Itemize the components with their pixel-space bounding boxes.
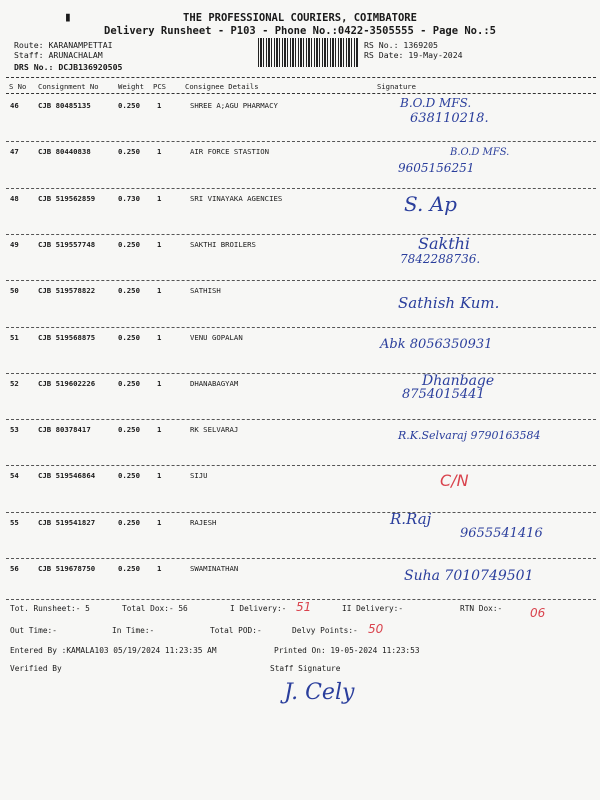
row-sno: 53 [10,425,19,435]
row-consignment-no: CJB 80440838 [38,147,91,157]
row-divider [6,465,596,466]
row-weight: 0.730 [118,193,140,203]
rs-date: RS Date: 19-May-2024 [364,50,463,60]
row-signature: B.O.D MFS. [400,96,472,110]
row-consignee: SAKTHI BROILERS [190,239,256,249]
row-consignment-no: CJB 519678750 [38,564,96,573]
row-weight: 0.250 [118,471,140,481]
row-weight: 0.250 [118,425,140,435]
row-signature: B.O.D MFS. [450,147,510,159]
row-pcs: 1 [157,471,162,481]
row-weight: 0.250 [118,564,140,573]
printed-on: Printed On: 19-05-2024 11:23:53 [274,646,420,655]
row-divider [6,373,596,374]
row-consignee: RAJESH [190,517,217,527]
row-signature: Sakthi [418,233,471,253]
row-consignee: DHANABAGYAM [190,378,239,388]
row-consignment-no: CJB 519541827 [38,517,96,527]
column-rule [6,93,596,94]
row-consignment-no: CJB 519546864 [38,471,96,481]
barcode [258,38,358,67]
staff-signature-handwritten: J. Cely [284,680,355,705]
row-consignee: AIR FORCE STASTION [190,147,270,157]
row-sno: 47 [10,147,19,157]
row-signature-phone: 8754015441 [402,386,485,402]
row-signature-phone: 7842288736. [400,251,481,266]
row-consignee: SATHISH [190,286,221,296]
row-pcs: 1 [157,147,162,157]
out-time: Out Time:- [10,626,57,635]
row-pcs: 1 [157,239,162,249]
row-divider [6,558,596,559]
row-consignment-no: CJB 519562859 [38,193,96,203]
row-pcs: 1 [157,378,162,388]
row-pcs: 1 [157,101,162,110]
row-signature: Abk 8056350931 [380,336,493,352]
company-title: THE PROFESSIONAL COURIERS, COIMBATORE [183,12,417,24]
row-sno: 49 [10,239,19,249]
row-weight: 0.250 [118,101,140,110]
delvy-points: Delvy Points:- [292,626,358,635]
row-consignee: SRI VINAYAKA AGENCIES [190,193,283,203]
row-sno: 52 [10,378,19,388]
row-signature: Suha 7010749501 [404,568,534,584]
row-pcs: 1 [157,332,162,342]
col-pcs: PCS [153,82,166,91]
row-signature: R.K.Selvaraj 9790163584 [398,429,541,443]
route-label: Route: KARANAMPETTAI [14,40,113,50]
row-divider [6,280,596,281]
rtn-dox-handwritten: 06 [530,606,546,620]
row-weight: 0.250 [118,286,140,296]
row-weight: 0.250 [118,332,140,342]
col-weight: Weight [118,82,144,91]
verified-by: Verified By [10,664,62,673]
row-divider [6,188,596,189]
row-pcs: 1 [157,425,162,435]
row-sno: 55 [10,517,19,527]
entered-by: Entered By :KAMALA103 05/19/2024 11:23:35 AM [10,646,217,655]
row-consignee: SHREE A;AGU PHARMACY [190,101,278,110]
row-sno: 51 [10,332,19,342]
col-signature: Signature [377,82,416,91]
row-divider [6,141,596,142]
row-weight: 0.250 [118,517,140,527]
in-time: In Time:- [112,626,155,635]
col-sno: S No [9,82,27,91]
row-signature: Dhanbage [422,372,495,389]
row-divider [6,512,596,513]
total-dox: Total Dox:- 56 [122,604,188,613]
col-consignment: Consignment No [38,82,99,91]
row-consignee: VENU GOPALAN [190,332,243,342]
row-sno: 56 [10,564,19,573]
row-sno: 46 [10,101,19,110]
drs-number: DRS No.: DCJB136920505 [14,62,123,72]
row-signature-phone: 9605156251 [398,161,475,176]
i-delivery: I Delivery:- [230,604,287,613]
staff-signature-label: Staff Signature [270,664,341,673]
row-sno: 48 [10,193,19,203]
row-signature-phone: 638110218. [410,111,489,126]
row-divider [6,419,596,420]
row-consignment-no: CJB 519602226 [38,378,96,388]
row-weight: 0.250 [118,239,140,249]
row-consignment-no: CJB 519578822 [38,286,96,296]
row-pcs: 1 [157,564,162,573]
total-pod: Total POD:- [210,626,262,635]
staff-label: Staff: ARUNACHALAM [14,50,103,60]
header-rule [6,77,596,78]
row-signature: S. Ap [404,191,457,216]
row-pcs: 1 [157,517,162,527]
row-consignee: SWAMINATHAN [190,564,239,573]
row-pcs: 1 [157,286,162,296]
runsheet-subtitle: Delivery Runsheet - P103 - Phone No.:0422-3505555 - Page No.:5 [104,25,496,37]
row-signature-phone: 9655541416 [460,525,543,541]
row-consignment-no: CJB 519568875 [38,332,96,342]
row-signature: R.Raj [390,509,432,528]
pen-mark-icon: ▮ [64,10,72,25]
row-signature: C/N [440,471,469,491]
col-consignee: Consignee Details [185,82,259,91]
delvy-points-handwritten: 50 [368,622,384,636]
tot-runsheet: Tot. Runsheet:- 5 [10,604,90,613]
row-consignee: RK SELVARAJ [190,425,239,435]
row-weight: 0.250 [118,147,140,157]
row-consignment-no: CJB 519557748 [38,239,96,249]
i-delivery-handwritten: 51 [296,600,312,614]
ii-delivery: II Delivery:- [342,604,404,613]
row-weight: 0.250 [118,378,140,388]
row-sno: 54 [10,471,19,481]
row-divider [6,327,596,328]
row-sno: 50 [10,286,19,296]
row-divider [6,234,596,235]
row-consignment-no: CJB 80485135 [38,101,91,110]
row-consignee: SIJU [190,471,208,481]
row-pcs: 1 [157,193,162,203]
rs-number: RS No.: 1369205 [364,40,438,50]
row-signature: Sathish Kum. [398,294,500,313]
rtn-dox: RTN Dox:- [460,604,503,613]
row-consignment-no: CJB 80378417 [38,425,91,435]
